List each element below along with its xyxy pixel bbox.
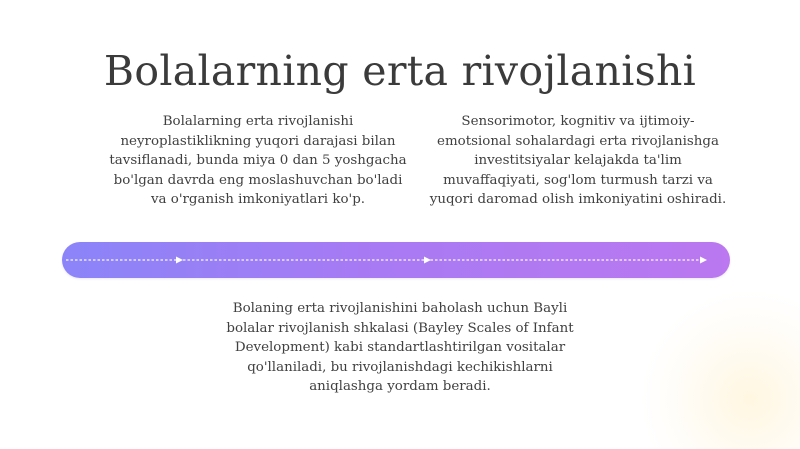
background-glow [640, 289, 800, 449]
text-block-left: Bolalarning erta rivojlanishi neyroplastiklikning yuqori darajasi bilan tavsiflanadi, bunda miya 0 dan 5 yoshgacha bo'lgan davrda eng moslashuvchan bo'ladi va o'rganish imkoniyatlari ko'p. [109, 114, 407, 207]
arrow-right-icon [176, 257, 183, 264]
arrow-right-icon [700, 257, 707, 264]
arrow-right-icon [424, 257, 431, 264]
slide-title: Bolalarning erta rivojlanishi [103, 47, 697, 96]
text-block-bottom: Bolaning erta rivojlanishini baholash uchun Bayli bolalar rivojlanish shkalasi (Bayley Scales of Infant Development) kabi standartlashtirilgan vositalar qo'llaniladi, bu rivojlanishdagi kechikishlarni aniqlashga yordam beradi. [226, 301, 574, 394]
timeline-arrows [62, 242, 730, 278]
timeline-bar [62, 242, 730, 278]
text-block-right: Sensorimotor, kognitiv va ijtimoiy-emotsional sohalardagi erta rivojlanishga investitsiyalar kelajakda ta'lim muvaffaqiyati, sog'lom turmush tarzi va yuqori daromad olish imkoniyatini oshiradi. [429, 114, 727, 207]
